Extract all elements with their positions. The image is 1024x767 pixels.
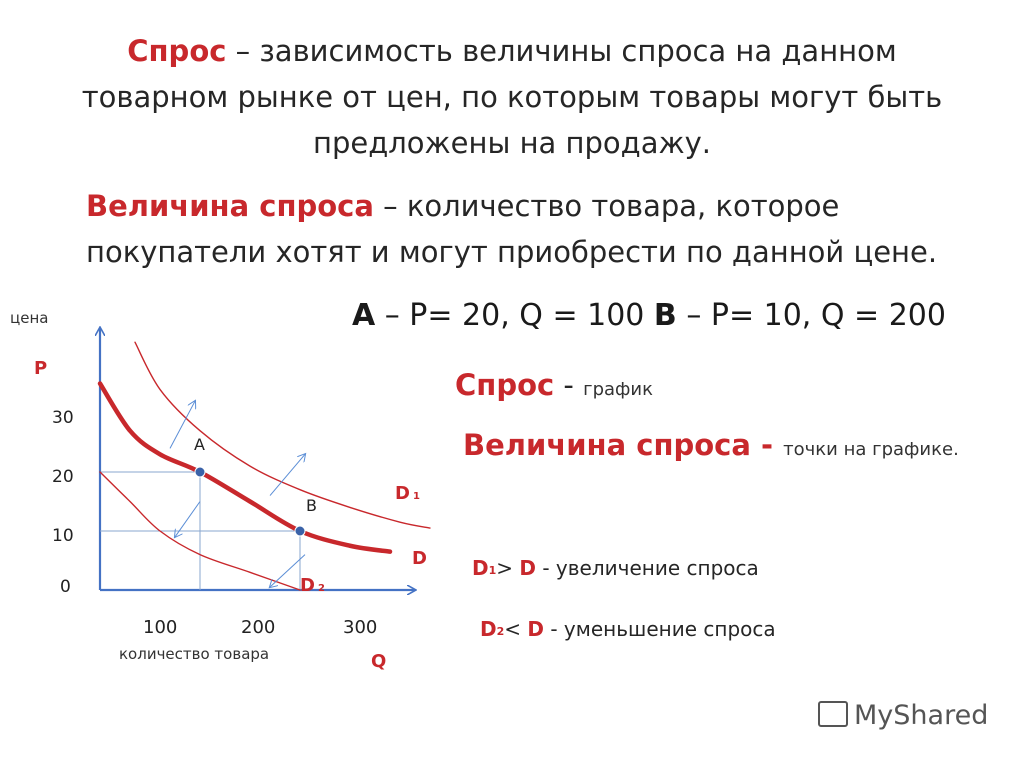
point-b-marker — [295, 526, 305, 536]
y-tick-20: 20 — [52, 467, 74, 487]
y-axis-letter: P — [34, 358, 48, 379]
curve-label-d2 — [300, 575, 325, 596]
curve-label-d1-letter: D — [395, 483, 410, 504]
note-decrease-d2-sub: 2 — [496, 625, 505, 638]
quantity-demanded-term: Величина спроса — [86, 189, 374, 223]
curve-label-d2-sub: 2 — [317, 583, 325, 594]
x-tick-300: 300 — [343, 617, 378, 638]
points-summary — [352, 298, 946, 333]
point-b-label: B — [653, 298, 677, 333]
caption-quantity-sep: - — [750, 428, 784, 462]
curve-label-d: D — [412, 548, 427, 569]
point-a-marker — [195, 467, 205, 477]
note-increase-op: > — [496, 556, 520, 580]
note-decrease-d2: D — [480, 617, 497, 641]
note-decrease — [480, 617, 776, 641]
demand-term: Спрос — [127, 34, 227, 68]
x-axis-letter: Q — [371, 651, 387, 672]
curve-label-d2-letter: D — [300, 575, 315, 596]
note-increase-d: D — [519, 556, 536, 580]
point-a-label: A — [194, 435, 205, 454]
y-tick-30: 30 — [52, 408, 74, 428]
plot-area — [100, 342, 430, 590]
watermark-logo — [818, 700, 988, 731]
demand-caption — [455, 368, 653, 402]
demand-definition — [60, 28, 964, 166]
note-decrease-text: - уменьшение спроса — [544, 617, 776, 641]
quantity-caption — [463, 428, 959, 462]
note-increase — [472, 556, 759, 580]
point-b-label: B — [306, 496, 317, 515]
caption-demand-sep: - — [554, 368, 584, 402]
note-increase-d1-sub: 1 — [488, 564, 497, 577]
shift-arrow-2 — [175, 502, 200, 537]
demand-chart — [0, 300, 440, 700]
curve-label-d1-sub: 1 — [412, 491, 420, 502]
caption-demand-desc: график — [583, 379, 653, 400]
note-increase-text: - увеличение спроса — [536, 556, 759, 580]
x-tick-100: 100 — [143, 617, 178, 638]
curve-label-d1 — [395, 483, 420, 504]
y-axis-caption: цена — [10, 309, 49, 327]
quantity-demanded-definition-text: – количество товара, которое покупатели хотят и могут приобрести по данной цене. — [86, 189, 938, 269]
note-decrease-d: D — [527, 617, 544, 641]
note-decrease-op: < — [504, 617, 528, 641]
point-b-values: – P= 10, Q = 200 — [676, 298, 946, 333]
curve-d — [100, 384, 390, 552]
y-tick-10: 10 — [52, 526, 74, 546]
demand-definition-text: – зависимость величины спроса на данном товарном рынке от цен, по которым товары могут быть предложены на продажу. — [81, 34, 943, 160]
x-axis-caption: количество товара — [119, 645, 270, 663]
point-a-values: – P= 20, Q = 100 — [375, 298, 654, 333]
note-increase-d1: D — [472, 556, 489, 580]
quantity-demanded-definition — [86, 183, 966, 275]
curve-d1 — [135, 342, 430, 528]
caption-quantity-desc: точки на графике. — [783, 439, 959, 460]
presentation-icon — [818, 701, 848, 727]
caption-quantity-term: Величина спроса — [463, 428, 751, 462]
y-tick-0: 0 — [60, 577, 71, 597]
point-a-label: A — [352, 298, 376, 333]
x-tick-200: 200 — [241, 617, 276, 638]
caption-demand-term: Спрос — [455, 368, 555, 402]
watermark-text: MyShared — [854, 700, 989, 731]
shift-arrow-1 — [170, 401, 195, 448]
